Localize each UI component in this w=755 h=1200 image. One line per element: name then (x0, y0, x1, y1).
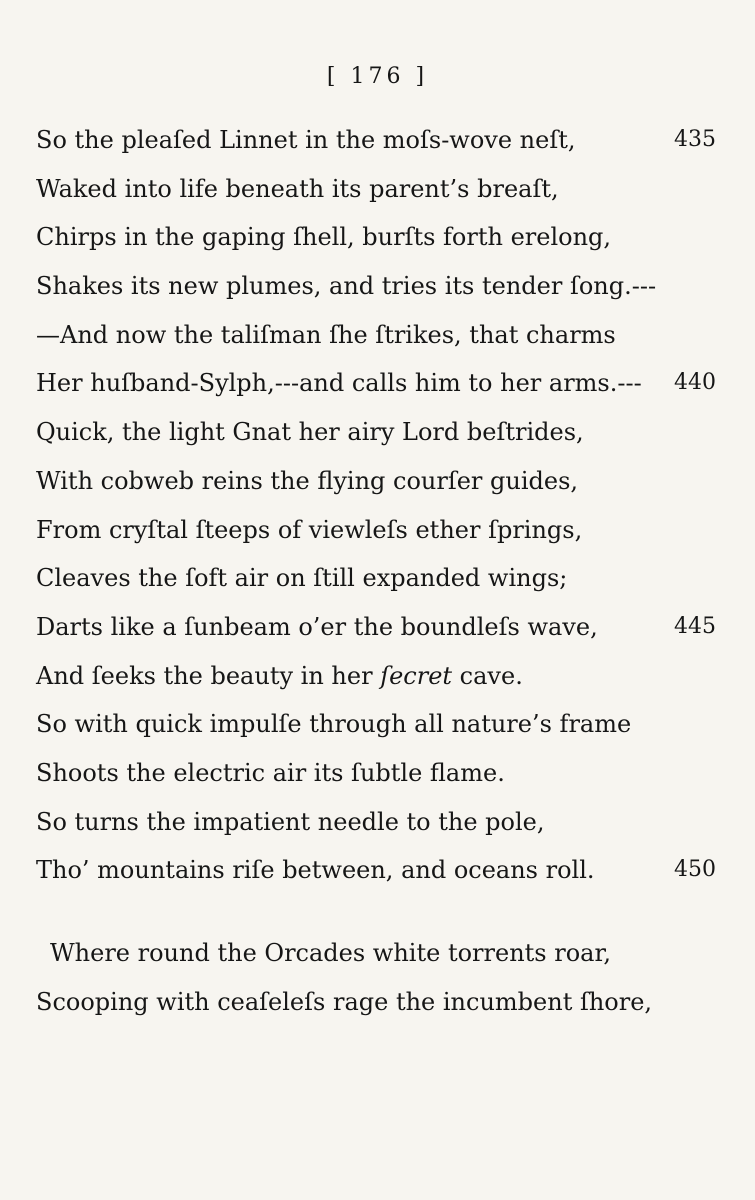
poem (36, 116, 716, 1026)
italic-word: ſecret (380, 661, 453, 690)
verse-line (36, 978, 716, 1027)
verse-text: So the pleaſed Linnet in the moſs-wove neſt, (36, 126, 576, 154)
verse-text: So with quick impulſe through all nature’s frame (36, 710, 632, 739)
verse-text: Chirps in the gaping ſhell, burſts forth erelong, (36, 223, 612, 252)
verse-text: —And now the taliſman ſhe ſtrikes, that charms (36, 320, 616, 349)
verse-text: Quick, the light Gnat her airy Lord beſtrides, (36, 418, 584, 447)
verse-text: Shoots the electric air its ſubtle flame. (36, 758, 505, 787)
verse-line (36, 213, 716, 262)
verse-line (36, 359, 716, 408)
verse-line (36, 652, 716, 701)
verse-text: Tho’ mountains riſe between, and oceans roll. (36, 856, 595, 885)
line-number: 435 (674, 127, 716, 152)
verse-text-part: And ſeeks the beauty in her (36, 661, 381, 690)
verse-line (36, 165, 716, 214)
verse-line (36, 798, 716, 847)
verse-line (36, 506, 716, 555)
verse-line (36, 408, 716, 457)
verse-line (36, 929, 716, 978)
verse-line (36, 700, 716, 749)
verse-text: Cleaves the ſoft air on ſtill expanded wings; (36, 564, 568, 593)
verse-text: Where round the Orcades white torrents roar, (50, 939, 611, 967)
verse-line (36, 457, 716, 506)
verse-text: Scooping with ceaſeleſs rage the incumbent ſhore, (36, 987, 653, 1016)
verse-line (36, 603, 716, 652)
line-number: 440 (674, 370, 716, 396)
verse-text: Her huſband-Sylph,---and calls him to her arms.--- (36, 369, 642, 398)
verse-text: Darts like a ſunbeam o’er the boundleſs wave, (36, 612, 598, 641)
verse-text (36, 652, 523, 701)
stanza-break (36, 895, 716, 929)
page-number-header: [ 176 ] (326, 64, 429, 89)
verse-line (36, 116, 716, 165)
verse-text: Shakes its new plumes, and tries its tender ſong.--- (36, 272, 657, 301)
verse-text: So turns the impatient needle to the pole, (36, 807, 545, 836)
line-number: 450 (674, 857, 716, 883)
verse-line (36, 554, 716, 603)
verse-line (36, 846, 716, 895)
verse-line (36, 749, 716, 798)
verse-text: With cobweb reins the flying courſer guides, (36, 466, 579, 495)
verse-text: From cryſtal ſteeps of viewleſs ether ſprings, (36, 515, 583, 544)
line-number: 445 (674, 613, 716, 639)
verse-text-part: cave. (452, 661, 523, 690)
verse-line (36, 262, 716, 311)
verse-line (36, 311, 716, 360)
verse-text: Waked into life beneath its parent’s breaſt, (36, 174, 559, 203)
